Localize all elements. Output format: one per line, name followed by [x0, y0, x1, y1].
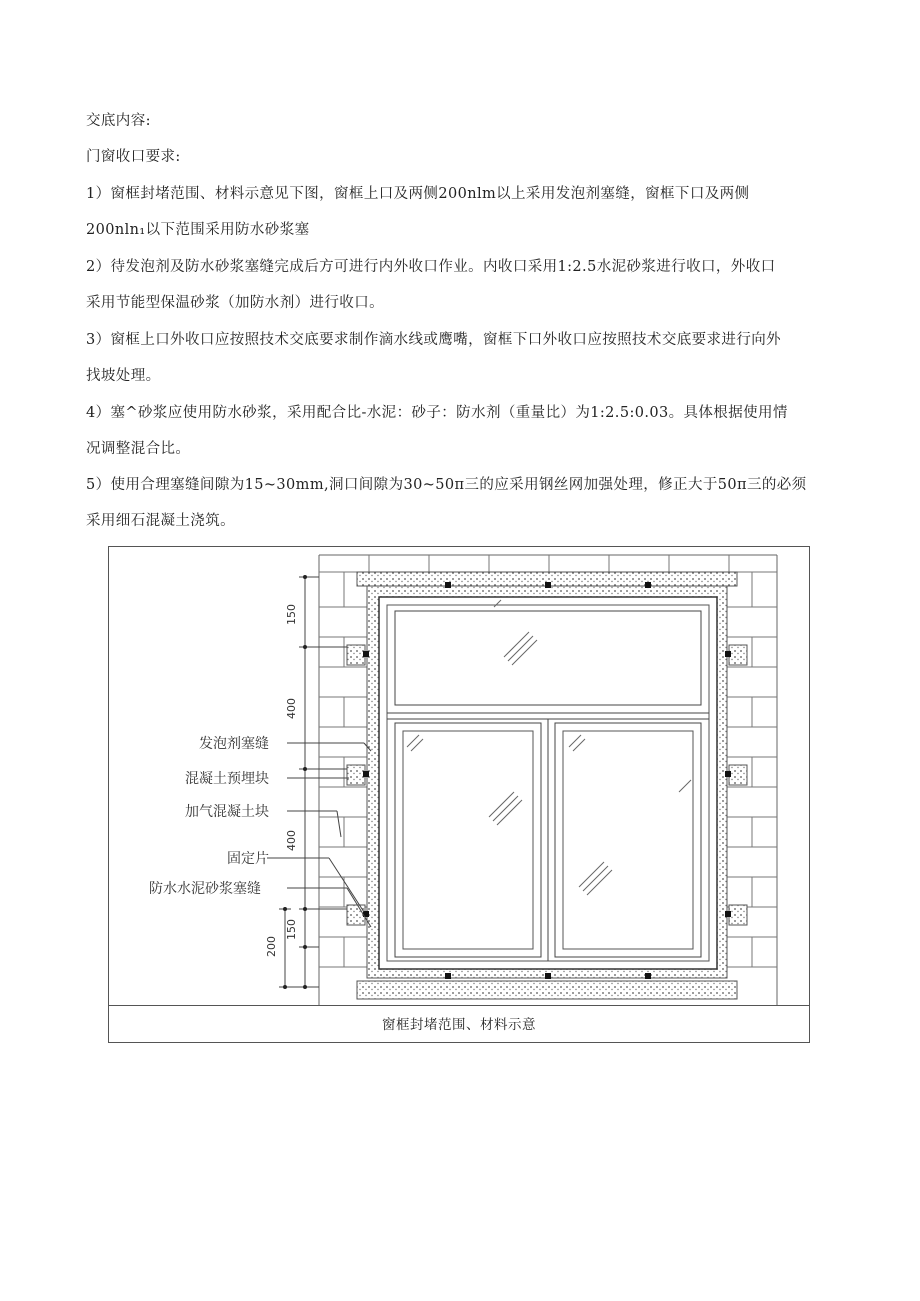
material-label: 发泡剂塞缝 [199, 736, 269, 752]
paragraph-line: 200nln₁以下范围采用防水砂浆塞 [86, 222, 310, 238]
fixing-plate [725, 771, 731, 777]
fixing-plate [445, 582, 451, 588]
paragraph-line: 2）待发泡剂及防水砂浆塞缝完成后方可进行内外收口作业。内收口采用1:2.5水泥砂浆进行收口，外收口 [86, 259, 776, 275]
paragraph-line: 找坡处理。 [86, 368, 161, 384]
paragraph-line: 5）使用合理塞缝间隙为15~30mm,洞口间隙为30~50π三的应采用钢丝网加强处理，修正大于50π三的必须 [86, 477, 807, 493]
fixing-plate [363, 651, 369, 657]
paragraph-line: 采用节能型保温砂浆（加防水剂）进行收口。 [86, 295, 384, 311]
embedded-block [347, 645, 365, 665]
fixing-plate [545, 582, 551, 588]
paragraph-line: 1）窗框封堵范围、材料示意见下图，窗框上口及两侧200nlm以上采用发泡剂塞缝，窗框下口及两侧 [86, 186, 750, 202]
paragraph-line: 3）窗框上口外收口应按照技术交底要求制作滴水线或鹰嘴，窗框下口外收口应按照技术交底要求进行向外 [86, 332, 782, 348]
fixing-plate [645, 973, 651, 979]
paragraph-line: 采用细石混凝土浇筑。 [86, 513, 235, 529]
embedded-block [729, 765, 747, 785]
material-label: 防水水泥砂浆塞缝 [149, 881, 261, 897]
window-drawing [109, 547, 809, 1005]
material-label: 混凝土预埋块 [185, 771, 269, 787]
dim-label: 150 [285, 604, 298, 625]
doc-subheading: 门窗收口要求: [86, 149, 181, 165]
material-label: 固定片 [227, 851, 269, 867]
embedded-block [347, 905, 365, 925]
window-sealing-figure [108, 546, 810, 1043]
embedded-block [729, 905, 747, 925]
material-label: 加气混凝土块 [185, 804, 269, 820]
fixing-plate [445, 973, 451, 979]
fixing-plate [725, 651, 731, 657]
paragraph-line: 况调整混合比。 [86, 441, 191, 457]
bottom-sill [357, 981, 737, 999]
fixing-plate [545, 973, 551, 979]
figure-caption: 窗框封堵范围、材料示意 [109, 1005, 809, 1044]
doc-heading: 交底内容: [86, 113, 151, 129]
embedded-block [347, 765, 365, 785]
dim-label: 400 [285, 698, 298, 719]
paragraph-line: 4）塞^砂浆应使用防水砂浆，采用配合比-水泥：砂子：防水剂（重量比）为1:2.5:0.03。具体根据使用情 [86, 405, 788, 421]
fixing-plate [725, 911, 731, 917]
fixing-plate [363, 771, 369, 777]
transom-glass [395, 611, 701, 705]
dim-label: 200 [265, 936, 278, 957]
embedded-block [729, 645, 747, 665]
dim-label: 150 [285, 919, 298, 940]
fixing-plate [645, 582, 651, 588]
dim-label: 400 [285, 830, 298, 851]
